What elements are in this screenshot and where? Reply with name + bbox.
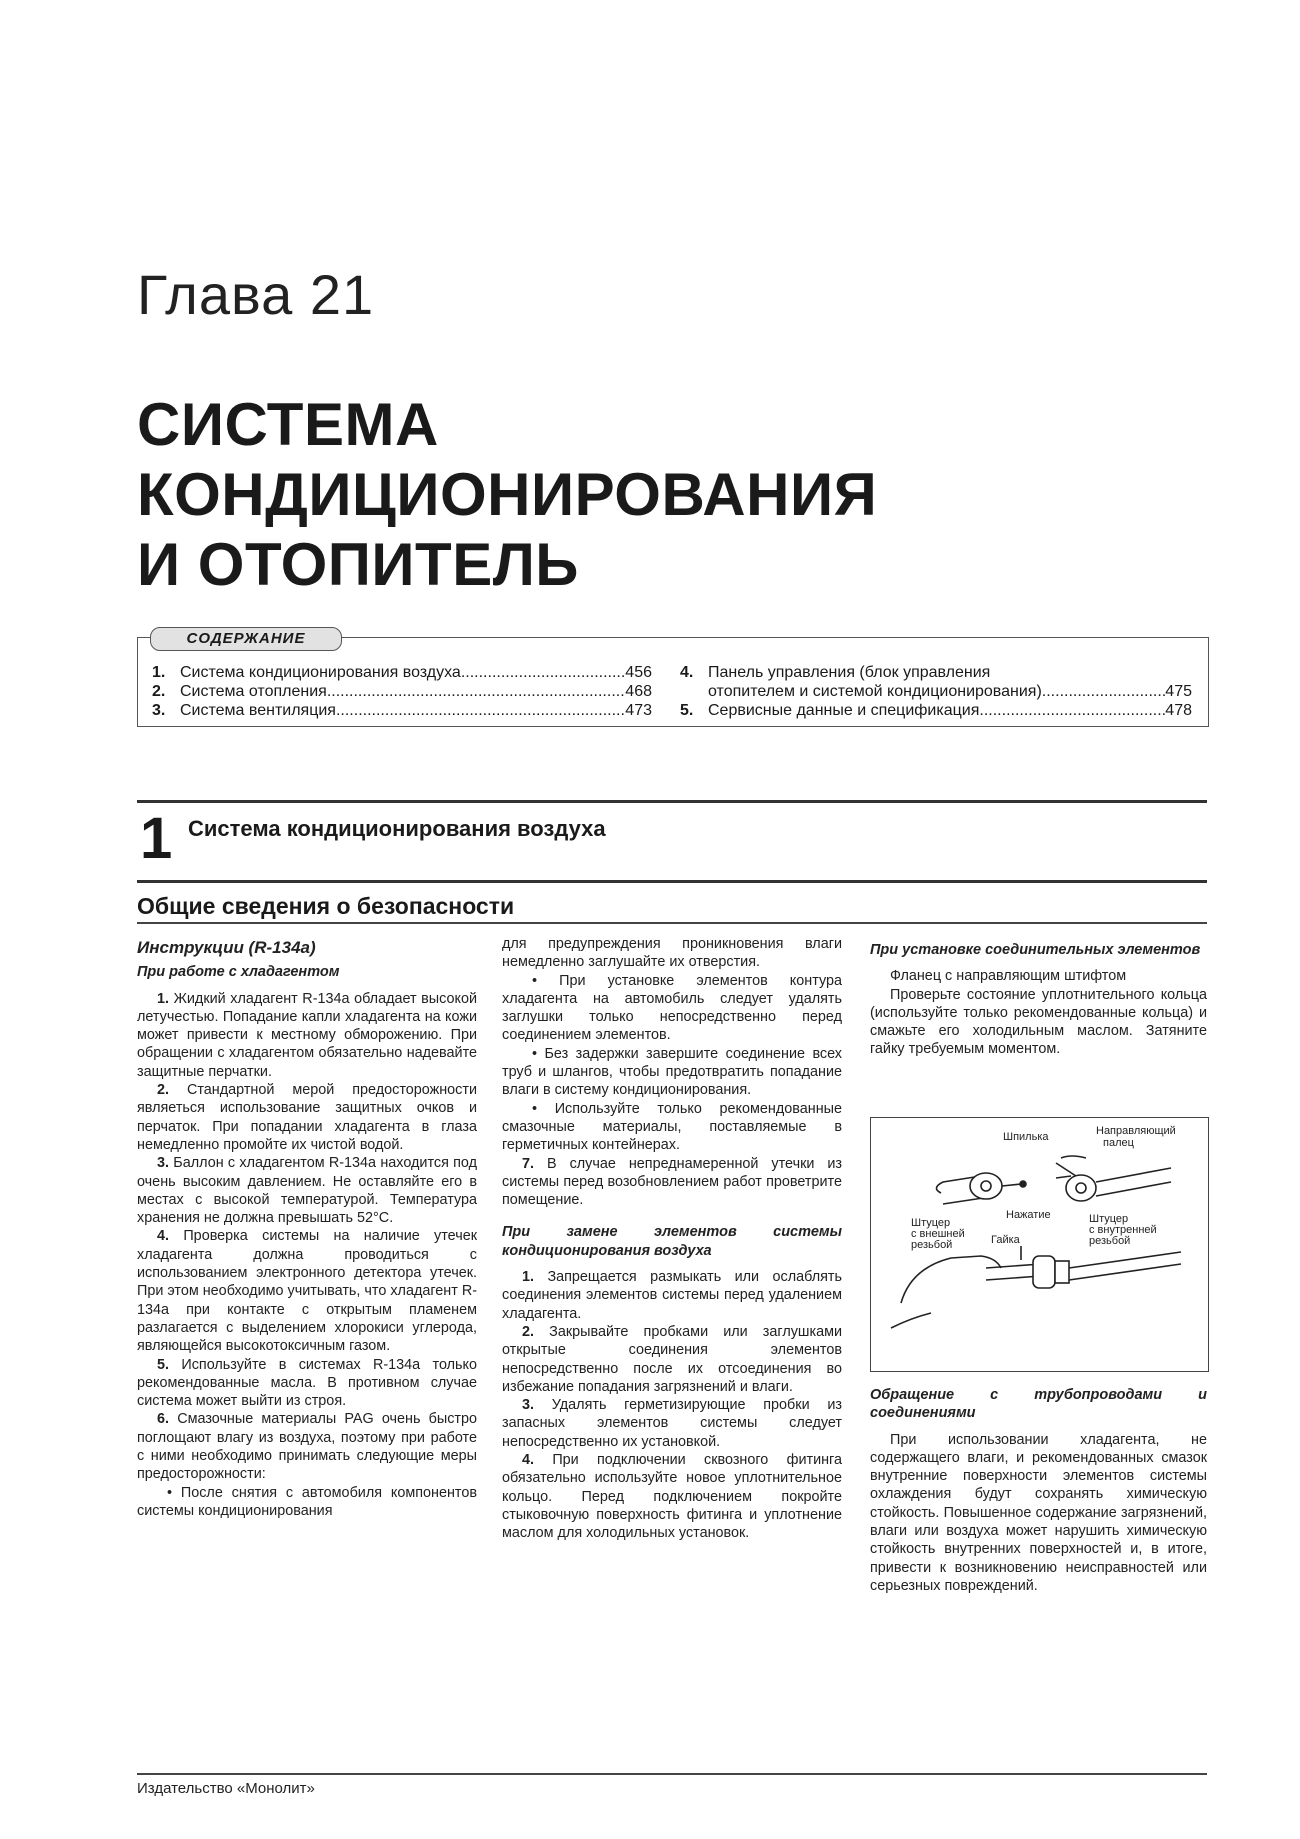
paragraph: 7. В случае непреднамеренной утечки из системы перед возобновлением работ проветрите помещение. (502, 1155, 843, 1209)
toc-leader-dots (461, 663, 625, 682)
toc-item-text: Панель управления (блок управления (708, 664, 991, 681)
toc-item-number: 1. (152, 664, 166, 681)
toc-item-text: Система вентиляция (180, 702, 336, 719)
paragraph: 2. Закрывайте пробками или заглушками открытые соединения элементов непосредственно после их отсоединения во избежание попадания загрязнений и влаги. (502, 1323, 843, 1395)
toc-item-number: 3. (152, 702, 166, 719)
contents-heading: СОДЕРЖАНИЕ (150, 627, 342, 651)
label-outer-fitting: с внешней (911, 1228, 965, 1240)
paragraph: 1. Запрещается размыкать или ослаблять соединения элементов системы перед удалением хладагента. (502, 1269, 842, 1322)
section-number: 1 (140, 806, 173, 871)
toc-item-text: Сервисные данные и спецификация (708, 702, 980, 719)
chapter-title-line-1: СИСТЕМА (137, 391, 439, 458)
bullet-item: • Без задержки завершите соединение всех труб и шлангов, чтобы предотвратить попадание влаги в систему кондиционирования. (502, 1045, 842, 1100)
label-nut: Гайка (991, 1234, 1020, 1246)
paragraph: 6. Смазочные материалы PAG очень быстро поглощают влагу из воздуха, поэтому при работе с ними необходимо принимать следующие меры предосторожности: (137, 1411, 478, 1483)
column-heading: Инструкции (R-134a) (137, 938, 316, 957)
bullet-item: • При установке элементов контура хладагента на автомобиль следует удалять заглушки только непосредственно перед соединением элементов. (502, 972, 842, 1045)
column-subheading: При замене элементов системы кондиционирования воздуха (502, 1224, 842, 1259)
chapter-title (137, 390, 877, 600)
label-inner-fitting: с внутренней (1089, 1224, 1157, 1236)
section-top-rule (137, 800, 1207, 803)
text-column-2 (502, 935, 842, 1543)
connector-figure (870, 1117, 1209, 1372)
chapter-label: Глава 21 (137, 263, 375, 326)
toc-item[interactable] (680, 701, 1192, 720)
label-pin: Шпилька (1003, 1131, 1049, 1143)
label-guide: Направляющий (1096, 1125, 1176, 1137)
toc-item-number: 4. (680, 664, 694, 681)
text-column-1 (137, 935, 477, 1520)
subsection-rule (137, 922, 1207, 924)
column-subheading: При работе с хладагентом (137, 964, 340, 981)
connector-diagram (871, 1118, 1208, 1371)
label-outer-fitting: резьбой (911, 1239, 953, 1251)
label-inner-fitting: резьбой (1089, 1235, 1131, 1247)
toc-leader-dots (1042, 682, 1166, 701)
chapter-title-line-3: И ОТОПИТЕЛЬ (137, 531, 579, 598)
toc-item-continuation[interactable] (680, 682, 1192, 701)
toc-item-page: 456 (625, 664, 652, 681)
toc-item-page: 478 (1165, 702, 1192, 719)
paragraph: 4. Проверка системы на наличие утечек хладагента должна проводиться с использованием электронного детектора утечек. При этом необходимо учитывать, что хладагент R-134a при контакте с открытым пламенем разлагается с выделением хлорокиси углерода, являющейся высокотоксичным газом. (137, 1228, 478, 1355)
text-column-3 (870, 935, 1207, 1059)
bullet-item: • После снятия с автомобиля компонентов системы кондиционирования (137, 1484, 477, 1521)
toc-item-number: 2. (152, 683, 166, 700)
paragraph: Фланец с направляющим штифтом (890, 968, 1127, 985)
label-press: Нажатие (1006, 1209, 1051, 1221)
section-bottom-rule (137, 880, 1207, 883)
paragraph: 2. Стандартной мерой предосторожности являеться использование защитных очков и перчаток. При попадании хладагента в глаза немедленно промойте их чистой водой. (137, 1082, 478, 1153)
toc-item[interactable] (680, 663, 1192, 682)
paragraph: 5. Используйте в системах R-134a только рекомендованные масла. В противном случае система может выйти из строя. (137, 1356, 477, 1410)
toc-item[interactable] (152, 701, 652, 720)
contents-left-column (152, 663, 652, 720)
label-inner-fitting: Штуцер (1089, 1213, 1129, 1225)
paragraph: 3. Удалять герметизирующие пробки из запасных элементов системы следует непосредственно их установкой. (502, 1397, 842, 1450)
column-subheading: Обращение с трубопроводами и соединениями (870, 1387, 1207, 1422)
text-column-3-lower (870, 1380, 1207, 1595)
footer-rule (137, 1773, 1207, 1775)
contents-right-column (680, 663, 1192, 720)
column-subheading: При установке соединительных элементов (870, 942, 1201, 958)
paragraph: При использовании хладагента, не содержащего влаги, и рекомендованных смазок внутренние поверхности элементов системы охлаждения будут сохранять химическую стойкость. Повышенное содержание загрязнений, влаги или воздуха может нарушить химическую стойкость внутренних поверхностей и, в итоге, привести к возникновению неисправностей или серьезных повреждений. (870, 1431, 1207, 1594)
bullet-item: • Используйте только рекомендованные смазочные материалы, поставляемые в герметичных контейнерах. (502, 1100, 842, 1155)
paragraph: для предупреждения проникновения влаги немедленно заглушайте их отверстия. (502, 936, 842, 971)
toc-item[interactable] (152, 682, 652, 701)
subsection-title: Общие сведения о безопасности (137, 893, 515, 919)
section-title: Система кондиционирования воздуха (188, 816, 606, 841)
toc-leader-dots (979, 701, 1165, 720)
label-outer-fitting: Штуцер (911, 1217, 951, 1229)
toc-item-text: отопителем и системой кондиционирования) (708, 683, 1042, 700)
paragraph: Проверьте состояние уплотнительного кольца (используйте только рекомендованные кольца) и смажьте его холодильным маслом. Затяните гайку требуемым моментом. (870, 986, 1207, 1058)
toc-item-number: 5. (680, 702, 694, 719)
paragraph: 4. При подключении сквозного фитинга обязательно используйте новое уплотнительное кольцо. Перед подключением покройте стыковочную поверхность фитинга и уплотнение маслом для холодильных установок. (502, 1452, 842, 1542)
publisher-name: Издательство «Монолит» (137, 1780, 315, 1797)
paragraph: 1. Жидкий хладагент R-134a обладает высокой летучестью. Попадание капли хладагента на кожи может привести к местному обморожению. При обращении с хладагентом обязательно надевайте защитные перчатки. (137, 990, 478, 1080)
toc-leader-dots (336, 701, 625, 720)
toc-leader-dots (327, 682, 625, 701)
label-guide: палец (1103, 1137, 1134, 1149)
toc-item-text: Система отопления (180, 683, 327, 700)
toc-item-text: Система кондиционирования воздуха (180, 664, 461, 681)
chapter-title-line-2: КОНДИЦИОНИРОВАНИЯ (137, 461, 878, 528)
paragraph: 3. Баллон с хладагентом R-134a находится под очень высоким давлением. Не оставляйте его в местах с высокой температурой. Температура хранения не должна превышать 52°С. (137, 1155, 478, 1227)
toc-item-page: 468 (625, 683, 652, 700)
toc-item-page: 473 (625, 702, 652, 719)
toc-item-page: 475 (1165, 683, 1192, 700)
toc-item[interactable] (152, 663, 652, 682)
